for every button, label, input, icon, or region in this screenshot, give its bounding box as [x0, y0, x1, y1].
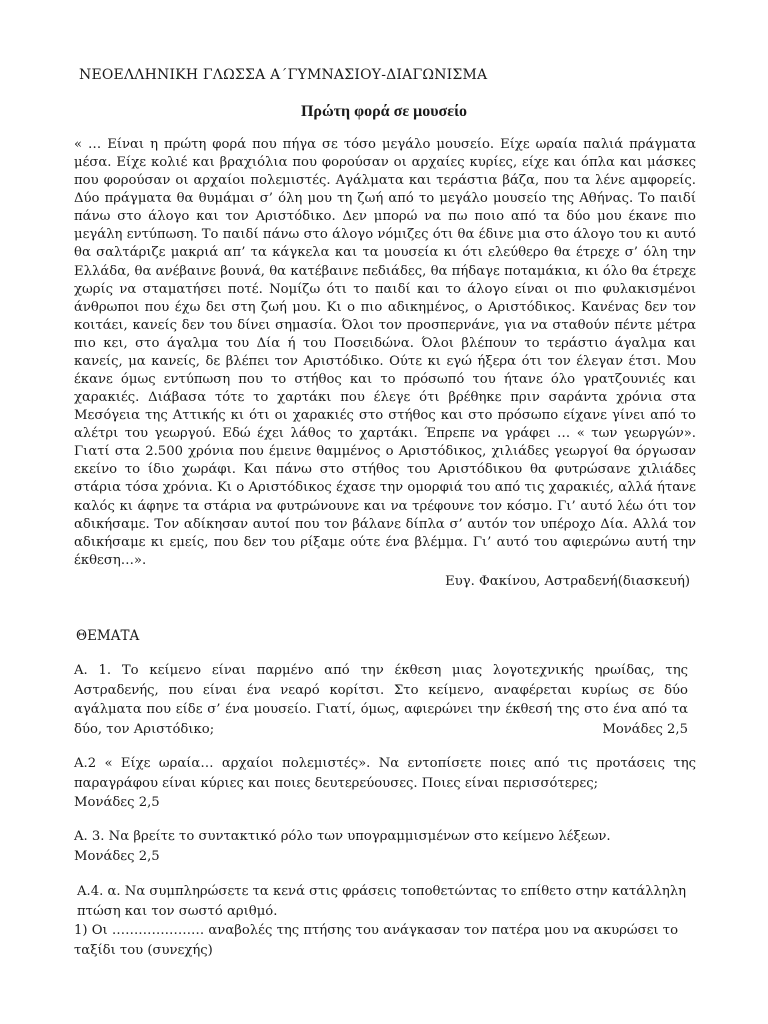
question-a4-item-1: 1) Οι ………………… αναβολές της πτήσης του ανάγκασαν τον πατέρα μου να ακυρώσει το ταξίδι του (συνεχής) — [74, 923, 679, 958]
passage-text: « … Είναι η πρώτη φορά που πήγα σε τόσο μεγάλο μουσείο. Είχε ωραία παλιά πράγματα μέσα. Είχε κολιέ και βραχιόλια που φορούσαν οι αρχαίες κυρίες, είχε και όπλα και μάσκες που φορούσαν οι αρχαίοι πολεμιστές. Αγάλματα και τεράστια βάζα, που τα λένε αμφορείς. Δύο πράγματα θα θυμάμαι σ’ όλη μου τη ζωή από το μεγάλο μουσείο της Αθήνας. Το παιδί πάνω στο άλογο και τον Αριστόδικο. Δεν μπορώ να πω ποιο από τα δύο μου έκανε πιο μεγάλη εντύπωση. Το παιδί πάνω στο άλογο νόμιζες ότι θα έδινε μια στο άλογο του κι αυτό θα σαλτάριζε μακριά απ’ τα κάγκελα και τα μουσεία κι ότι ελεύθερο θα έτρεχε σ’ όλη την Ελλάδα, θα ανέβαινε βουνά, θα κατέβαινε πεδιάδες, θα πήδαγε ποταμάκια, κι όλο θα έτρεχε χωρίς να σταματήσει ποτέ. Νομίζω ότι το παιδί και το άλογο είναι οι πιο φυλακισμένοι άνθρωποι που έχω δει στη ζωή μου. Κι ο πιο αδικημένος, ο Αριστόδικος. Κανένας δεν τον κοιτάει, κανείς δεν του δίνει σημασία. Όλοι τον προσπερνάνε, για να σταθούν πέντε μέτρα πιο κει, στο άγαλμα του Δία ή του Ποσειδώνα. Όλοι βλέπουν το τεράστιο άγαλμα και κανείς, μα κανείς, δε βλέπει τον Αριστόδικο. Ούτε κι εγώ ήξερα ότι τον έλεγαν έτσι. Μου έκανε όμως εντύπωση που το στήθος και το πρόσωπό του ήτανε όλο γρατζουνιές και χαρακιές. Διάβασα τότε το χαρτάκι που έλεγε ότι βρέθηκε πριν σαράντα χρόνια στα Μεσόγεια της Αττικής κι ότι οι χαρακιές στο στήθος και στο πρόσωπο είχανε γίνει από το αλέτρι του γεωργού. Εδώ έχει λάθος το χαρτάκι. Έπρεπε να γράφει … « των γεωργών». Γιατί στα 2.500 χρόνια που έμεινε θαμμένος ο Αριστόδικος, χιλιάδες γεωργοί θα όργωσαν εκείνο το ίδιο χωράφι. Και πάνω στο στήθος του Αριστόδικου θα φυτρώσανε χιλιάδες στάρια τόσα χρόνια. Κι ο Αριστόδικος έχασε την ομορφιά του από τις χαρακιές, αλλά ήτανε καλός κι άφηνε τα στάρια να φυτρώνουνε και να τρέφουνε τον κόσμο. Γι’ αυτό λέω ότι τον αδικήσαμε. Τον αδίκησαν αυτοί που τον βάλανε δίπλα σ’ αυτόν τον υπέροχο Δία. Αλλά τον αδικήσαμε κι εμείς, που δεν του ρίξαμε ούτε ένα βλέμμα. Γι’ αυτό του αφιερώνω αυτή την έκθεση…». — [74, 137, 696, 568]
question-a4-body: Α.4. α. Να συμπληρώσετε τα κενά στις φράσεις τοποθετώντας το επίθετο στην κατάλληλη πτώση και τον σωστό αριθμό. — [77, 884, 687, 919]
document-title: Πρώτη φορά σε μουσείο — [300, 103, 468, 120]
question-a2 — [74, 754, 696, 813]
themes-heading: ΘΕΜΑΤΑ — [76, 628, 140, 644]
question-a1-body: Α. 1. Το κείμενο είναι παρμένο από την έκθεση μιας λογοτεχνικής ηρωίδας, της Αστραδενής, που είναι ένα νεαρό κορίτσι. Στο κείμενο, αναφέρεται κυρίως σε δύο αγάλματα που είδε σ’ ένα μουσείο. Γιατί, όμως, αφιερώνει την έκθεσή της στο ένα από τα δύο, τον Αριστόδικο; — [74, 663, 688, 737]
question-a1 — [74, 661, 696, 739]
question-a2-body: Α.2 « Είχε ωραία… αρχαίοι πολεμιστές». Να εντοπίσετε ποιες από τις προτάσεις της παραγράφου είναι κύριες και ποιες δευτερεύουσες. Ποιες είναι περισσότερες; — [74, 756, 696, 791]
question-a3 — [74, 827, 696, 866]
question-a4 — [74, 882, 696, 960]
question-a2-score: Μονάδες 2,5 — [74, 795, 160, 810]
question-a1-score: Μονάδες 2,5 — [602, 721, 688, 737]
passage-attribution: Ευγ. Φακίνου, Αστραδενή(διασκευή) — [445, 574, 690, 589]
question-a3-score: Μονάδες 2,5 — [74, 848, 160, 864]
question-a1-text — [74, 661, 696, 739]
question-a3-body: Α. 3. Να βρείτε το συντακτικό ρόλο των υπογραμμισμένων στο κείμενο λέξεων. — [74, 829, 611, 844]
document-header: ΝΕΟΕΛΛΗΝΙΚΗ ΓΛΩΣΣΑ Α΄ΓΥΜΝΑΣΙΟΥ-ΔΙΑΓΩΝΙΣΜΑ — [79, 67, 488, 83]
